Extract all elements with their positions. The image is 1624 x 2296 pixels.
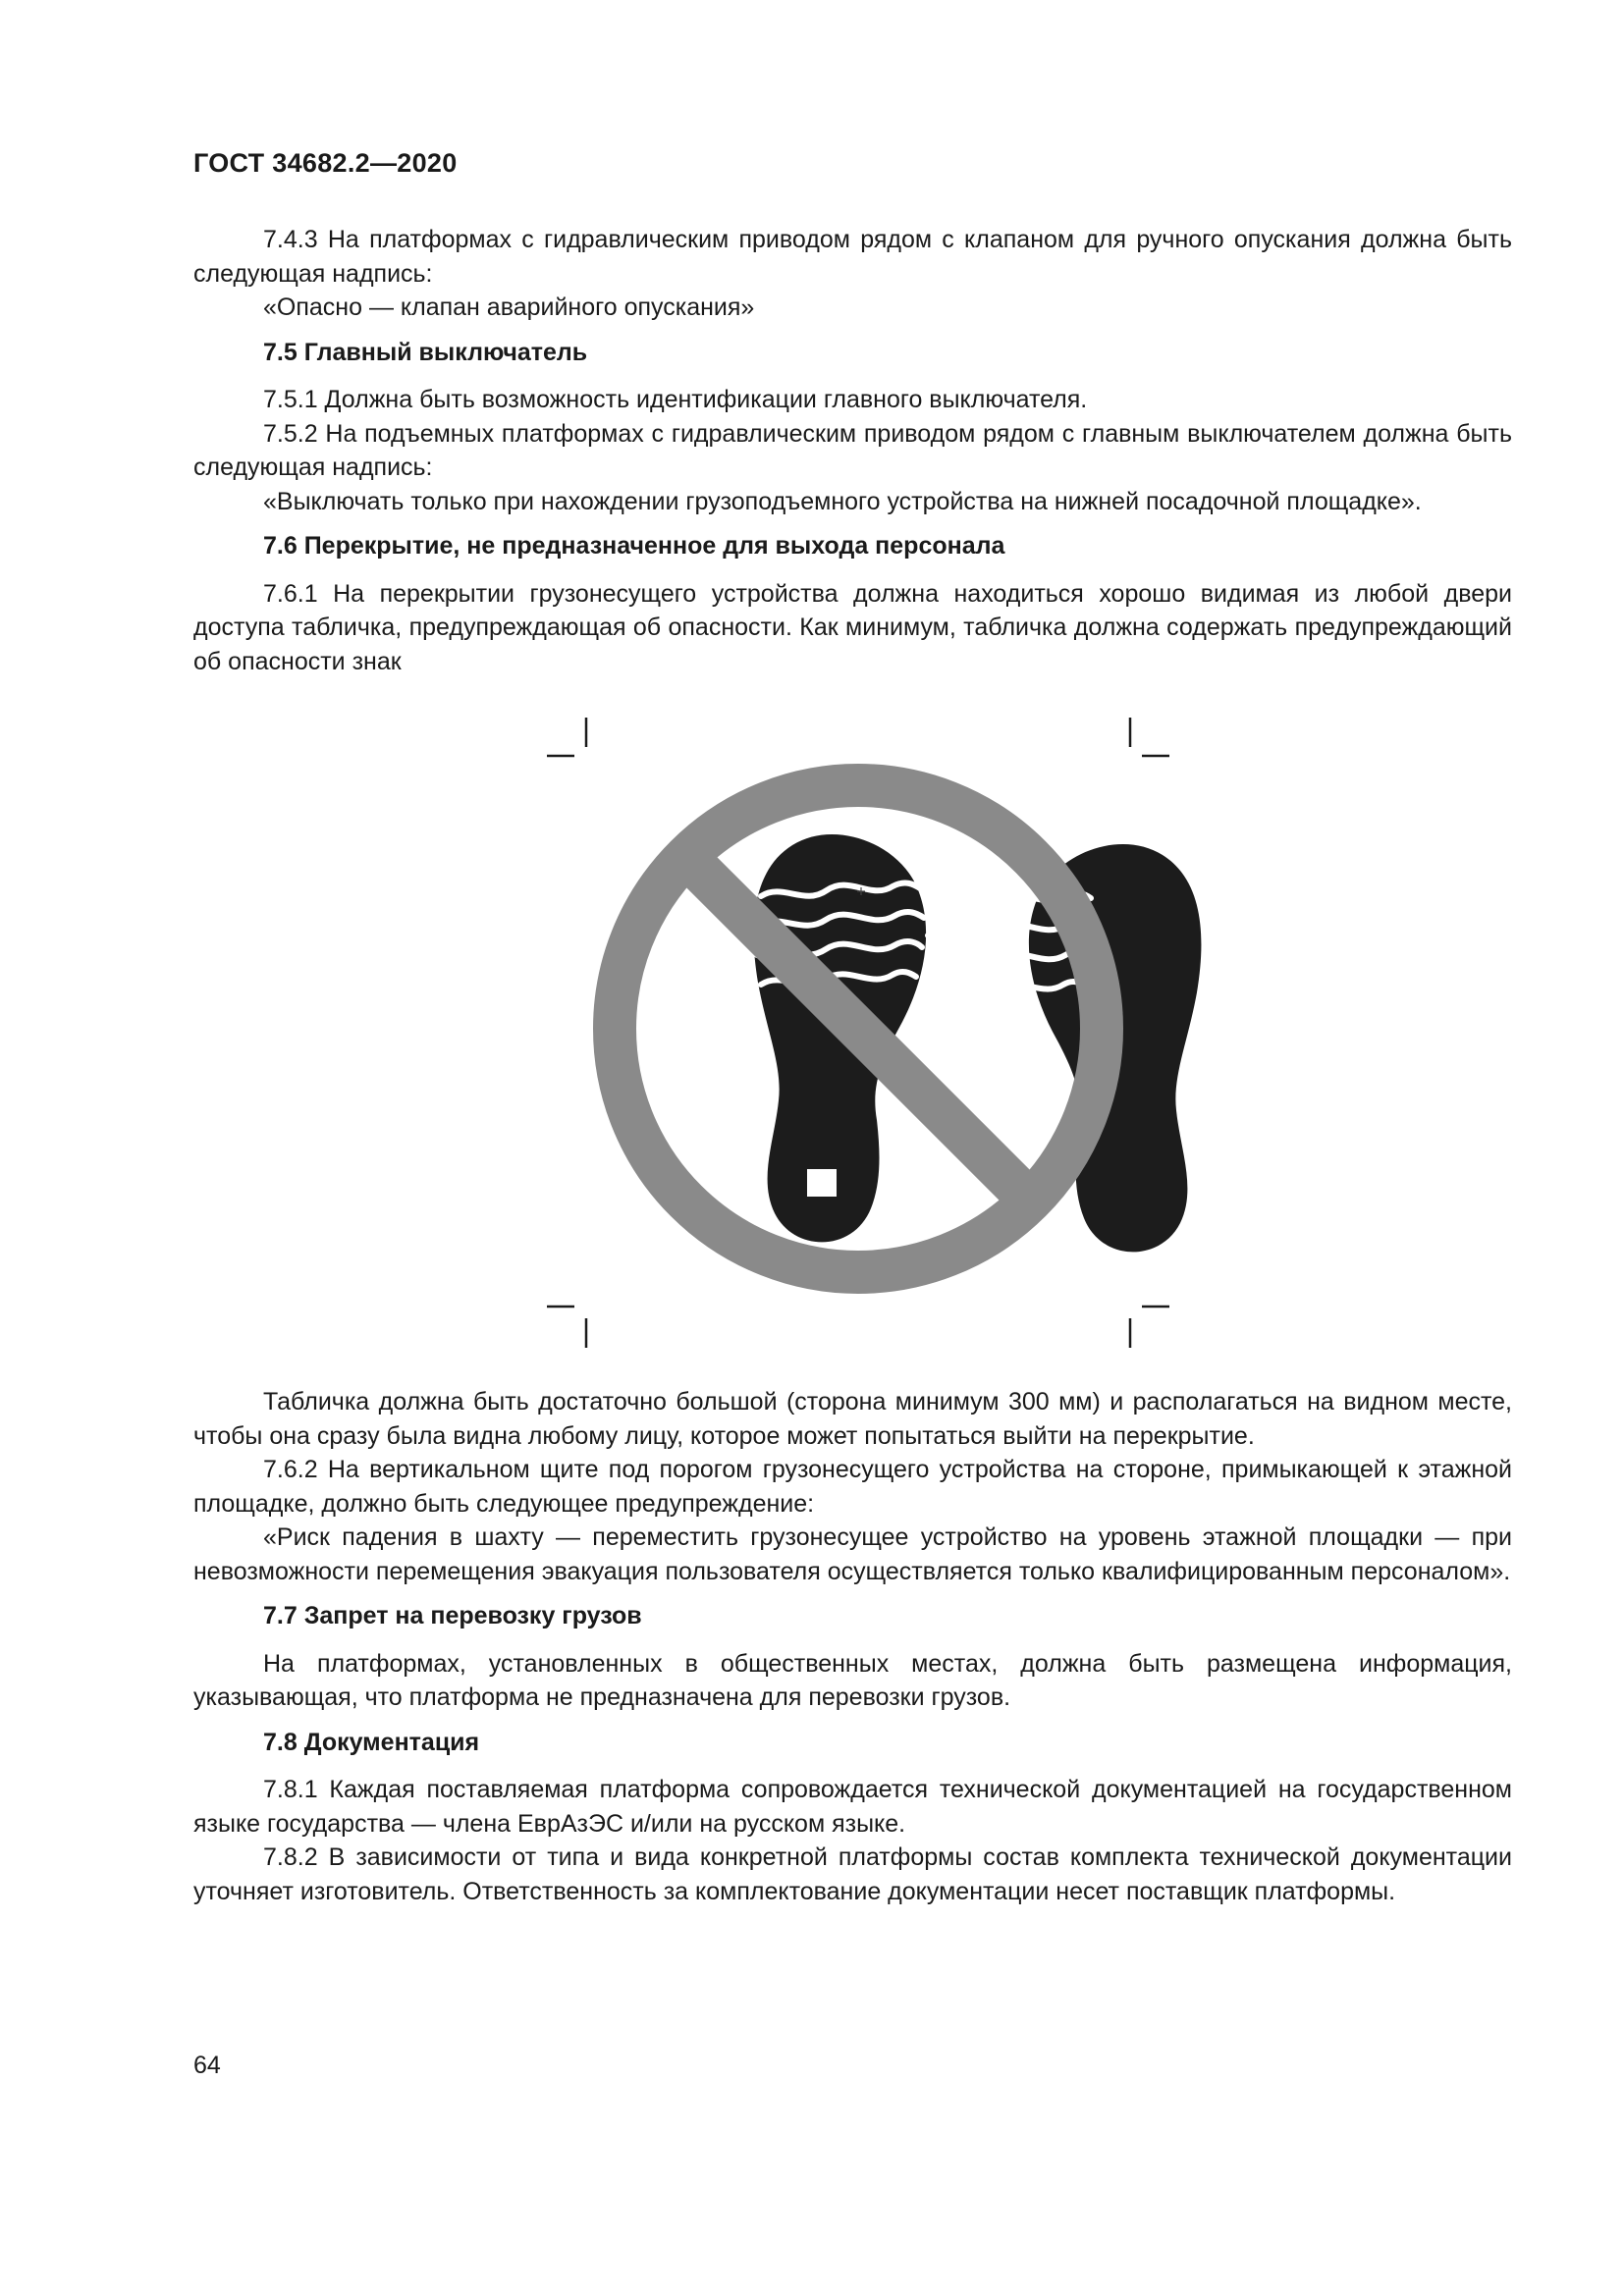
page-number: 64 xyxy=(193,2052,221,2079)
paragraph: 7.8.1 Каждая поставляемая платформа сопровождается технической документацией на государственном языке государства — члена ЕврАзЭС и/или на русском языке. xyxy=(193,1776,1512,1838)
section-heading: 7.6 Перекрытие, не предназначенное для выхода персонала xyxy=(263,532,1005,560)
prohibition-sign-figure xyxy=(193,678,1512,1385)
no-walking-sign-icon xyxy=(193,678,1512,1385)
section-heading: 7.7 Запрет на перевозку грузов xyxy=(263,1602,642,1629)
paragraph: «Выключать только при нахождении грузоподъемного устройства на нижней посадочной площадке». xyxy=(263,487,1422,515)
paragraph: «Риск падения в шахту — переместить грузонесущее устройство на уровень этажной площадки — при невозможности перемещения эвакуация пользователя осуществляется только квалифицированным персоналом». xyxy=(193,1523,1512,1585)
paragraph: 7.6.1 На перекрытии грузонесущего устройства должна находиться хорошо видимая из любой двери доступа табличка, предупреждающая об опасности. Как минимум, табличка должна содержать предупреждающий об опасности знак xyxy=(193,579,1512,675)
paragraph: 7.8.2 В зависимости от типа и вида конкретной платформы состав комплекта технической документации уточняет изготовитель. Ответственность за комплектование документации несет поставщик платформы. xyxy=(193,1843,1512,1905)
heel-square xyxy=(807,1169,837,1197)
document-header: ГОСТ 34682.2—2020 xyxy=(193,148,458,178)
paragraph: «Опасно — клапан аварийного опускания» xyxy=(263,294,755,321)
paragraph: На платформах, установленных в общественных местах, должна быть размещена информация, указывающая, что платформа не предназначена для перевозки грузов. xyxy=(193,1649,1512,1711)
paragraph: 7.5.1 Должна быть возможность идентификации главного выключателя. xyxy=(263,386,1088,413)
section-heading: 7.8 Документация xyxy=(263,1728,480,1756)
section-heading: 7.5 Главный выключатель xyxy=(263,338,588,366)
paragraph: 7.4.3 На платформах с гидравлическим приводом рядом с клапаном для ручного опускания должна быть следующая надпись: xyxy=(193,226,1512,288)
paragraph: 7.5.2 На подъемных платформах с гидравлическим приводом рядом с главным выключателем должна быть следующая надпись: xyxy=(193,419,1512,481)
paragraph: 7.6.2 На вертикальном щите под порогом грузонесущего устройства на стороне, примыкающей к этажной площадке, должно быть следующее предупреждение: xyxy=(193,1456,1512,1518)
document-body xyxy=(193,223,1512,1908)
paragraph: Табличка должна быть достаточно большой (сторона минимум 300 мм) и располагаться на видном месте, чтобы она сразу была видна любому лицу, которое может попытаться выйти на перекрытие. xyxy=(193,1388,1512,1450)
